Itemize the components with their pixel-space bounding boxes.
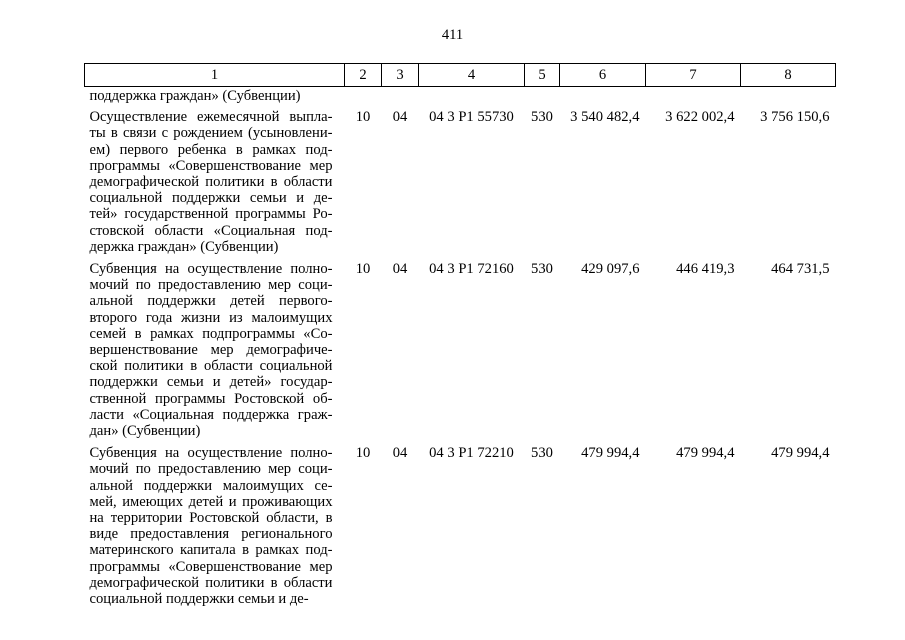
continuation-row xyxy=(85,87,836,110)
description-line: мочий по предоставлению мер соци- xyxy=(89,461,333,478)
description-line: Субвенция на осуществление полно- xyxy=(89,261,333,278)
amount-year-1: 479 994,4 xyxy=(581,445,640,462)
description-line: семей в рамках подпрограммы «Со- xyxy=(89,325,333,342)
col-header-7: 7 xyxy=(646,64,741,87)
table-row xyxy=(85,445,836,607)
description-line: дан» (Субвенции) xyxy=(89,423,201,440)
amount-year-2: 479 994,4 xyxy=(676,445,735,462)
col-header-3: 3 xyxy=(382,64,419,87)
description-line: программы «Совершенствование мер xyxy=(89,558,333,575)
subsection-code: 04 xyxy=(392,109,408,126)
description-line: социальной поддержки семьи и де- xyxy=(89,190,333,207)
amount-year-3: 3 756 150,6 xyxy=(760,109,830,126)
target-article-code: 04 3 P1 72160 xyxy=(429,261,514,278)
target-article-code: 04 3 P1 55730 xyxy=(429,109,514,126)
amount-year-3: 464 731,5 xyxy=(771,261,830,278)
amount-year-3: 479 994,4 xyxy=(771,445,830,462)
expense-type-code: 530 xyxy=(531,261,553,278)
amount-year-2: 446 419,3 xyxy=(676,261,735,278)
subsection-code: 04 xyxy=(392,445,408,462)
description-line: держка граждан» (Субвенции) xyxy=(89,238,279,255)
budget-table xyxy=(84,63,836,613)
description-line: альной поддержки малоимущих се- xyxy=(89,477,333,494)
description-line: материнского капитала в рамках под- xyxy=(89,542,333,559)
row-description xyxy=(85,109,345,255)
col-header-1: 1 xyxy=(85,64,345,87)
description-line: ты в связи с рождением (усыновлени- xyxy=(89,125,333,142)
description-line: ем) первого ребенка в рамках под- xyxy=(89,141,333,158)
description-line: ской политики в области социальной xyxy=(89,358,333,375)
description-line: второго года жизни из малоимущих xyxy=(89,309,333,326)
description-line: вершенствование мер демографиче- xyxy=(89,342,333,359)
description-line: Субвенция на осуществление полно- xyxy=(89,445,333,462)
col-header-6: 6 xyxy=(560,64,646,87)
description-line: ственной программы Ростовской об- xyxy=(89,390,333,407)
description-line: тей» государственной программы Ро- xyxy=(89,206,333,223)
continuation-text: поддержка граждан» (Субвенции) xyxy=(89,88,301,104)
row-description xyxy=(85,445,345,607)
subsection-code: 04 xyxy=(392,261,408,278)
row-description xyxy=(85,261,345,439)
col-header-8: 8 xyxy=(741,64,836,87)
description-line: альной поддержки детей первого- xyxy=(89,293,333,310)
page-number: 411 xyxy=(441,27,464,43)
header-row xyxy=(85,64,836,87)
description-line: мочий по предоставлению мер соци- xyxy=(89,277,333,294)
expense-type-code: 530 xyxy=(531,109,553,126)
amount-year-1: 429 097,6 xyxy=(581,261,640,278)
description-line: мей, имеющих детей и проживающих xyxy=(89,493,333,510)
description-line: Осуществление ежемесячной выпла- xyxy=(89,109,333,126)
col-header-5: 5 xyxy=(525,64,560,87)
description-line: стовской области «Социальная под- xyxy=(89,222,333,239)
row-spacer xyxy=(85,607,836,613)
table-row xyxy=(85,109,836,255)
table-row xyxy=(85,261,836,439)
col-header-4: 4 xyxy=(419,64,525,87)
col-header-2: 2 xyxy=(345,64,382,87)
section-code: 10 xyxy=(355,261,371,278)
description-line: на территории Ростовской области, в xyxy=(89,510,333,527)
description-line: демографической политики в области xyxy=(89,174,333,191)
description-line: виде предоставления регионального xyxy=(89,526,333,543)
expense-type-code: 530 xyxy=(531,445,553,462)
description-line: социальной поддержки семьи и де- xyxy=(89,591,309,608)
description-line: ласти «Социальная поддержка граж- xyxy=(89,406,333,423)
section-code: 10 xyxy=(355,109,371,126)
target-article-code: 04 3 P1 72210 xyxy=(429,445,514,462)
amount-year-1: 3 540 482,4 xyxy=(570,109,640,126)
spacer-cell xyxy=(85,607,836,613)
description-line: демографической политики в области xyxy=(89,574,333,591)
section-code: 10 xyxy=(355,445,371,462)
description-line: программы «Совершенствование мер xyxy=(89,157,333,174)
description-line: поддержки семьи и детей» государ- xyxy=(89,374,333,391)
amount-year-2: 3 622 002,4 xyxy=(665,109,735,126)
